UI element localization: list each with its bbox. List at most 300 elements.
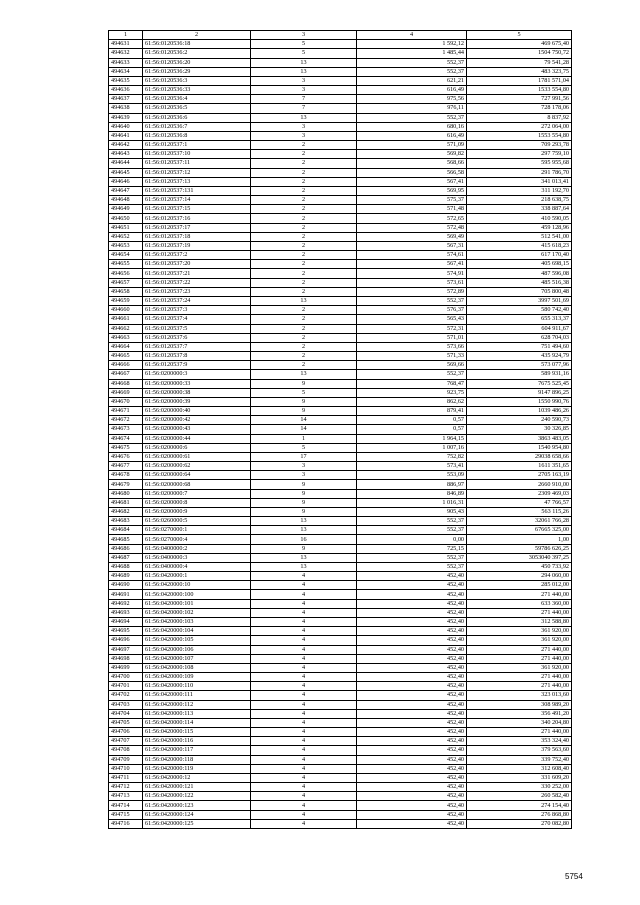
table-cell: 331 609,20 bbox=[467, 773, 572, 782]
table-cell: 61:56:0420000:119 bbox=[143, 764, 251, 773]
table-cell: 341 013,41 bbox=[467, 177, 572, 186]
table-cell: 2 bbox=[251, 232, 357, 241]
table-cell: 4 bbox=[251, 764, 357, 773]
table-cell: 61:56:0120537:18 bbox=[143, 232, 251, 241]
column-header: 3 bbox=[251, 31, 357, 40]
table-cell: 494656 bbox=[109, 269, 143, 278]
table-cell: 494681 bbox=[109, 498, 143, 507]
table-cell: 61:56:0200000:9 bbox=[143, 507, 251, 516]
table-cell: 4 bbox=[251, 700, 357, 709]
table-cell: 405 698,15 bbox=[467, 260, 572, 269]
table-cell: 61:56:0120536:5 bbox=[143, 104, 251, 113]
table-cell: 61:56:0420000:108 bbox=[143, 663, 251, 672]
table-cell: 61:56:0200000:6 bbox=[143, 443, 251, 452]
table-cell: 7 bbox=[251, 95, 357, 104]
table-cell: 494711 bbox=[109, 773, 143, 782]
table-cell: 2 bbox=[251, 196, 357, 205]
table-cell: 271 440,00 bbox=[467, 608, 572, 617]
table-row bbox=[109, 205, 572, 214]
table-cell: 13 bbox=[251, 67, 357, 76]
table-cell: 240 590,73 bbox=[467, 416, 572, 425]
table-cell: 79 541,28 bbox=[467, 58, 572, 67]
table-cell: 1 592,12 bbox=[357, 40, 467, 49]
table-cell: 452,40 bbox=[357, 773, 467, 782]
table-cell: 494699 bbox=[109, 663, 143, 672]
table-cell: 4 bbox=[251, 663, 357, 672]
table-cell: 494678 bbox=[109, 471, 143, 480]
table-cell: 589 931,16 bbox=[467, 370, 572, 379]
table-cell: 4 bbox=[251, 783, 357, 792]
table-cell: 61:56:0420000:118 bbox=[143, 755, 251, 764]
table-cell: 569,95 bbox=[357, 186, 467, 195]
table-cell: 47 766,57 bbox=[467, 498, 572, 507]
table-cell: 975,56 bbox=[357, 95, 467, 104]
table-cell: 617 170,40 bbox=[467, 251, 572, 260]
table-cell: 61:56:0420000:123 bbox=[143, 801, 251, 810]
table-cell: 494702 bbox=[109, 691, 143, 700]
table-cell: 494708 bbox=[109, 746, 143, 755]
table-cell: 61:56:0120537:4 bbox=[143, 315, 251, 324]
table-cell: 2 bbox=[251, 223, 357, 232]
table-cell: 294 060,00 bbox=[467, 572, 572, 581]
table-cell: 494716 bbox=[109, 819, 143, 828]
table-cell: 573 077,96 bbox=[467, 361, 572, 370]
table-cell: 29038 658,66 bbox=[467, 452, 572, 461]
table-cell: 494706 bbox=[109, 728, 143, 737]
table-cell: 61:56:0200000:38 bbox=[143, 388, 251, 397]
table-cell: 768,47 bbox=[357, 379, 467, 388]
table-cell: 61:56:0120537:2 bbox=[143, 251, 251, 260]
table-cell: 494659 bbox=[109, 296, 143, 305]
table-cell: 512 541,00 bbox=[467, 232, 572, 241]
table-row bbox=[109, 792, 572, 801]
table-row bbox=[109, 223, 572, 232]
table-cell: 9 bbox=[251, 498, 357, 507]
table-cell: 4 bbox=[251, 801, 357, 810]
table-cell: 61:56:0120537:7 bbox=[143, 342, 251, 351]
table-row bbox=[109, 507, 572, 516]
table-cell: 680,16 bbox=[357, 122, 467, 131]
table-cell: 410 590,05 bbox=[467, 214, 572, 223]
table-cell: 568,66 bbox=[357, 159, 467, 168]
table-row bbox=[109, 214, 572, 223]
table-cell: 655 313,37 bbox=[467, 315, 572, 324]
table-cell: 2 bbox=[251, 168, 357, 177]
table-row bbox=[109, 196, 572, 205]
table-cell: 4 bbox=[251, 682, 357, 691]
table-cell: 494667 bbox=[109, 370, 143, 379]
table-row bbox=[109, 562, 572, 571]
table-cell: 494662 bbox=[109, 324, 143, 333]
table-cell: 494635 bbox=[109, 76, 143, 85]
data-table bbox=[108, 30, 572, 829]
table-cell: 270 082,80 bbox=[467, 819, 572, 828]
table-cell: 552,37 bbox=[357, 296, 467, 305]
table-cell: 494677 bbox=[109, 462, 143, 471]
table-row bbox=[109, 810, 572, 819]
table-cell: 61:56:0200000:8 bbox=[143, 498, 251, 507]
table-cell: 494687 bbox=[109, 553, 143, 562]
table-cell: 494697 bbox=[109, 645, 143, 654]
table-cell: 61:56:0120537:20 bbox=[143, 260, 251, 269]
table-cell: 61:56:0120537:9 bbox=[143, 361, 251, 370]
table-cell: 1533 554,80 bbox=[467, 86, 572, 95]
table-row bbox=[109, 819, 572, 828]
table-row bbox=[109, 599, 572, 608]
table-cell: 1 016,31 bbox=[357, 498, 467, 507]
table-row bbox=[109, 49, 572, 58]
table-cell: 567,41 bbox=[357, 177, 467, 186]
table-cell: 285 012,00 bbox=[467, 581, 572, 590]
table-cell: 1504 750,72 bbox=[467, 49, 572, 58]
table-cell: 1540 954,80 bbox=[467, 443, 572, 452]
table-cell: 3053040 397,25 bbox=[467, 553, 572, 562]
table-cell: 452,40 bbox=[357, 700, 467, 709]
table-cell: 61:56:0270000:1 bbox=[143, 526, 251, 535]
table-cell: 61:56:0420000:117 bbox=[143, 746, 251, 755]
table-cell: 2 bbox=[251, 342, 357, 351]
table-cell: 572,48 bbox=[357, 223, 467, 232]
table-row bbox=[109, 296, 572, 305]
table-cell: 4 bbox=[251, 581, 357, 590]
table-cell: 452,40 bbox=[357, 663, 467, 672]
table-cell: 59786 626,25 bbox=[467, 544, 572, 553]
table-cell: 61:56:0120537:8 bbox=[143, 352, 251, 361]
table-cell: 4 bbox=[251, 645, 357, 654]
table-cell: 3863 483,05 bbox=[467, 434, 572, 443]
table-row bbox=[109, 241, 572, 250]
table-cell: 595 955,68 bbox=[467, 159, 572, 168]
table-cell: 633 360,00 bbox=[467, 599, 572, 608]
table-cell: 494665 bbox=[109, 352, 143, 361]
table-row bbox=[109, 76, 572, 85]
table-cell: 494698 bbox=[109, 654, 143, 663]
table-cell: 61:56:0420000:116 bbox=[143, 737, 251, 746]
table-cell: 494650 bbox=[109, 214, 143, 223]
table-cell: 4 bbox=[251, 709, 357, 718]
table-cell: 4 bbox=[251, 728, 357, 737]
table-cell: 4 bbox=[251, 737, 357, 746]
table-cell: 571,48 bbox=[357, 205, 467, 214]
table-row bbox=[109, 489, 572, 498]
table-row bbox=[109, 122, 572, 131]
table-cell: 308 989,20 bbox=[467, 700, 572, 709]
table-cell: 5 bbox=[251, 388, 357, 397]
table-cell: 4 bbox=[251, 636, 357, 645]
column-header: 5 bbox=[467, 31, 572, 40]
table-cell: 494694 bbox=[109, 618, 143, 627]
table-cell: 727 991,56 bbox=[467, 95, 572, 104]
table-cell: 9147 896,25 bbox=[467, 388, 572, 397]
table-cell: 494714 bbox=[109, 801, 143, 810]
table-cell: 2 bbox=[251, 214, 357, 223]
table-row bbox=[109, 397, 572, 406]
table-cell: 9 bbox=[251, 489, 357, 498]
column-header: 4 bbox=[357, 31, 467, 40]
table-cell: 575,37 bbox=[357, 196, 467, 205]
table-cell: 61:56:0200000:64 bbox=[143, 471, 251, 480]
table-row bbox=[109, 186, 572, 195]
table-cell: 573,66 bbox=[357, 342, 467, 351]
table-cell: 552,37 bbox=[357, 526, 467, 535]
table-cell: 604 911,67 bbox=[467, 324, 572, 333]
table-cell: 9 bbox=[251, 407, 357, 416]
table-row bbox=[109, 159, 572, 168]
table-cell: 494676 bbox=[109, 452, 143, 461]
table-row bbox=[109, 728, 572, 737]
table-cell: 572,31 bbox=[357, 324, 467, 333]
table-cell: 271 440,00 bbox=[467, 728, 572, 737]
table-row bbox=[109, 407, 572, 416]
table-row bbox=[109, 682, 572, 691]
table-cell: 459 128,96 bbox=[467, 223, 572, 232]
table-row bbox=[109, 627, 572, 636]
table-cell: 61:56:0400000:3 bbox=[143, 553, 251, 562]
table-cell: 976,11 bbox=[357, 104, 467, 113]
table-cell: 2705 163,19 bbox=[467, 471, 572, 480]
table-cell: 2 bbox=[251, 324, 357, 333]
table-cell: 9 bbox=[251, 507, 357, 516]
table-cell: 572,89 bbox=[357, 287, 467, 296]
table-cell: 7 bbox=[251, 104, 357, 113]
table-cell: 552,37 bbox=[357, 517, 467, 526]
table-cell: 1,00 bbox=[467, 535, 572, 544]
table-cell: 2309 469,03 bbox=[467, 489, 572, 498]
table-cell: 494649 bbox=[109, 205, 143, 214]
table-cell: 494653 bbox=[109, 241, 143, 250]
table-cell: 61:56:0120537:13 bbox=[143, 177, 251, 186]
table-cell: 494704 bbox=[109, 709, 143, 718]
table-cell: 494641 bbox=[109, 131, 143, 140]
table-cell: 61:56:0420000:109 bbox=[143, 673, 251, 682]
table-cell: 494638 bbox=[109, 104, 143, 113]
table-row bbox=[109, 663, 572, 672]
table-cell: 494689 bbox=[109, 572, 143, 581]
table-cell: 494651 bbox=[109, 223, 143, 232]
table-cell: 886,97 bbox=[357, 480, 467, 489]
table-row bbox=[109, 535, 572, 544]
table-cell: 846,89 bbox=[357, 489, 467, 498]
table-cell: 271 440,00 bbox=[467, 682, 572, 691]
table-cell: 4 bbox=[251, 654, 357, 663]
table-cell: 494713 bbox=[109, 792, 143, 801]
table-cell: 494664 bbox=[109, 342, 143, 351]
table-row bbox=[109, 333, 572, 342]
table-cell: 61:56:0120536:7 bbox=[143, 122, 251, 131]
table-cell: 61:56:0420000:101 bbox=[143, 599, 251, 608]
table-row bbox=[109, 168, 572, 177]
table-cell: 3 bbox=[251, 462, 357, 471]
table-cell: 452,40 bbox=[357, 572, 467, 581]
table-cell: 485 516,38 bbox=[467, 278, 572, 287]
table-cell: 616,49 bbox=[357, 131, 467, 140]
table-cell: 452,40 bbox=[357, 737, 467, 746]
table-cell: 494693 bbox=[109, 608, 143, 617]
table-cell: 452,40 bbox=[357, 709, 467, 718]
table-cell: 61:56:0120537:10 bbox=[143, 150, 251, 159]
table-cell: 297 759,10 bbox=[467, 150, 572, 159]
table-cell: 61:56:0120537:12 bbox=[143, 168, 251, 177]
table-cell: 361 920,00 bbox=[467, 636, 572, 645]
table-row bbox=[109, 104, 572, 113]
table-cell: 576,37 bbox=[357, 306, 467, 315]
table-cell: 339 752,40 bbox=[467, 755, 572, 764]
table-row bbox=[109, 177, 572, 186]
table-cell: 353 324,40 bbox=[467, 737, 572, 746]
table-cell: 469 675,40 bbox=[467, 40, 572, 49]
table-cell: 61:56:0420000:114 bbox=[143, 718, 251, 727]
table-cell: 61:56:0200000:39 bbox=[143, 397, 251, 406]
table-cell: 452,40 bbox=[357, 627, 467, 636]
table-row bbox=[109, 498, 572, 507]
table-cell: 494654 bbox=[109, 251, 143, 260]
table-row bbox=[109, 342, 572, 351]
table-cell: 61:56:0120537:15 bbox=[143, 205, 251, 214]
table-row bbox=[109, 618, 572, 627]
table-cell: 61:56:0120537:14 bbox=[143, 196, 251, 205]
table-row bbox=[109, 645, 572, 654]
table-cell: 1 964,15 bbox=[357, 434, 467, 443]
table-cell: 361 920,00 bbox=[467, 627, 572, 636]
table-row bbox=[109, 517, 572, 526]
table-cell: 17 bbox=[251, 452, 357, 461]
table-cell: 8 837,92 bbox=[467, 113, 572, 122]
table-cell: 276 868,80 bbox=[467, 810, 572, 819]
table-cell: 61:56:0270000:4 bbox=[143, 535, 251, 544]
table-cell: 415 618,23 bbox=[467, 241, 572, 250]
table-cell: 709 293,78 bbox=[467, 141, 572, 150]
table-cell: 494666 bbox=[109, 361, 143, 370]
table-cell: 61:56:0120537:3 bbox=[143, 306, 251, 315]
table-cell: 271 440,00 bbox=[467, 645, 572, 654]
table-cell: 3 bbox=[251, 122, 357, 131]
table-row bbox=[109, 452, 572, 461]
table-cell: 494670 bbox=[109, 397, 143, 406]
table-cell: 61:56:0120536:18 bbox=[143, 40, 251, 49]
table-cell: 361 920,00 bbox=[467, 663, 572, 672]
table-cell: 552,37 bbox=[357, 58, 467, 67]
table-row bbox=[109, 67, 572, 76]
table-cell: 494709 bbox=[109, 755, 143, 764]
table-cell: 61:56:0260000:5 bbox=[143, 517, 251, 526]
table-row bbox=[109, 278, 572, 287]
table-cell: 61:56:0420000:10 bbox=[143, 581, 251, 590]
table-cell: 494660 bbox=[109, 306, 143, 315]
table-cell: 452,40 bbox=[357, 581, 467, 590]
table-cell: 61:56:0420000:111 bbox=[143, 691, 251, 700]
table-cell: 4 bbox=[251, 746, 357, 755]
table-cell: 752,82 bbox=[357, 452, 467, 461]
table-cell: 271 440,00 bbox=[467, 590, 572, 599]
table-cell: 494671 bbox=[109, 407, 143, 416]
table-cell: 61:56:0200000:68 bbox=[143, 480, 251, 489]
table-cell: 494642 bbox=[109, 141, 143, 150]
table-cell: 494648 bbox=[109, 196, 143, 205]
table-cell: 4 bbox=[251, 792, 357, 801]
table-cell: 452,40 bbox=[357, 636, 467, 645]
table-cell: 494647 bbox=[109, 186, 143, 195]
table-cell: 2 bbox=[251, 306, 357, 315]
table-cell: 13 bbox=[251, 296, 357, 305]
table-body bbox=[109, 40, 572, 829]
table-cell: 2 bbox=[251, 278, 357, 287]
table-cell: 61:56:0200000:3 bbox=[143, 370, 251, 379]
table-cell: 494637 bbox=[109, 95, 143, 104]
table-cell: 494683 bbox=[109, 517, 143, 526]
table-cell: 14 bbox=[251, 416, 357, 425]
table-row bbox=[109, 801, 572, 810]
table-cell: 61:56:0400000:2 bbox=[143, 544, 251, 553]
table-cell: 14 bbox=[251, 425, 357, 434]
table-cell: 751 494,60 bbox=[467, 342, 572, 351]
table-cell: 272 064,00 bbox=[467, 122, 572, 131]
table-cell: 4 bbox=[251, 718, 357, 727]
table-row bbox=[109, 755, 572, 764]
table-cell: 61:56:0420000:12 bbox=[143, 773, 251, 782]
table-cell: 9 bbox=[251, 379, 357, 388]
table-cell: 4 bbox=[251, 590, 357, 599]
table-cell: 2 bbox=[251, 141, 357, 150]
table-cell: 494631 bbox=[109, 40, 143, 49]
table-cell: 571,33 bbox=[357, 352, 467, 361]
table-cell: 494712 bbox=[109, 783, 143, 792]
table-cell: 494644 bbox=[109, 159, 143, 168]
table-cell: 5 bbox=[251, 443, 357, 452]
table-cell: 494682 bbox=[109, 507, 143, 516]
table-cell: 494696 bbox=[109, 636, 143, 645]
table-cell: 4 bbox=[251, 572, 357, 581]
table-cell: 0,57 bbox=[357, 425, 467, 434]
table-cell: 567,41 bbox=[357, 260, 467, 269]
table-cell: 61:56:0200000:7 bbox=[143, 489, 251, 498]
table-cell: 4 bbox=[251, 755, 357, 764]
table-cell: 2 bbox=[251, 150, 357, 159]
table-cell: 4 bbox=[251, 599, 357, 608]
table-cell: 452,40 bbox=[357, 645, 467, 654]
table-cell: 61:56:0420000:115 bbox=[143, 728, 251, 737]
table-cell: 340 204,80 bbox=[467, 718, 572, 727]
table-cell: 61:56:0400000:4 bbox=[143, 562, 251, 571]
table-cell: 563 115,26 bbox=[467, 507, 572, 516]
table-row bbox=[109, 737, 572, 746]
table-cell: 13 bbox=[251, 113, 357, 122]
table-cell: 552,37 bbox=[357, 370, 467, 379]
table-cell: 905,43 bbox=[357, 507, 467, 516]
table-cell: 452,40 bbox=[357, 810, 467, 819]
table-cell: 61:56:0120537:131 bbox=[143, 186, 251, 195]
table-cell: 271 440,00 bbox=[467, 654, 572, 663]
table-cell: 4 bbox=[251, 810, 357, 819]
table-cell: 494668 bbox=[109, 379, 143, 388]
table-row bbox=[109, 783, 572, 792]
table-row bbox=[109, 379, 572, 388]
column-header: 1 bbox=[109, 31, 143, 40]
table-cell: 61:56:0420000:106 bbox=[143, 645, 251, 654]
table-cell: 552,37 bbox=[357, 553, 467, 562]
table-row bbox=[109, 287, 572, 296]
table-cell: 61:56:0420000:110 bbox=[143, 682, 251, 691]
table-row bbox=[109, 370, 572, 379]
table-cell: 67665 325,00 bbox=[467, 526, 572, 535]
table-cell: 61:56:0120536:8 bbox=[143, 131, 251, 140]
table-cell: 2 bbox=[251, 333, 357, 342]
table-cell: 4 bbox=[251, 819, 357, 828]
table-cell: 494692 bbox=[109, 599, 143, 608]
table-cell: 2 bbox=[251, 269, 357, 278]
table-row bbox=[109, 150, 572, 159]
table-cell: 312 608,40 bbox=[467, 764, 572, 773]
table-row bbox=[109, 572, 572, 581]
